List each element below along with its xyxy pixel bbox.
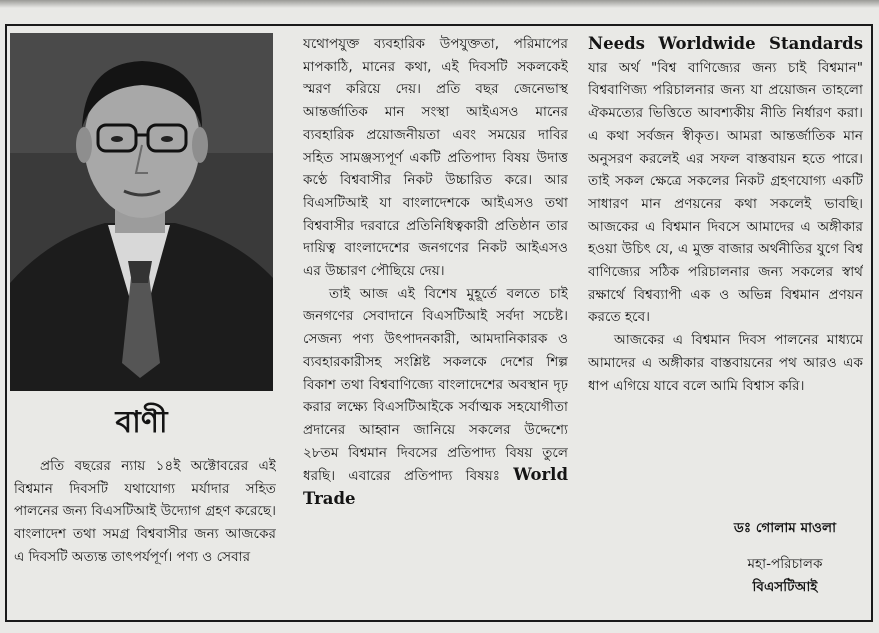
column-1	[14, 455, 276, 615]
heading-bani: বাণী	[115, 405, 168, 440]
signature-title: মহা-পরিচালক	[747, 556, 823, 572]
column-2	[303, 33, 568, 615]
column-3	[588, 33, 863, 513]
column-3-paragraph-2: আজকের এ বিশ্বমান দিবস পালনের মাধ্যমে আমাদের এ অঙ্গীকার বাস্তবায়নের পথ আরও এক ধাপ এগিয়ে যাবে বলে আমি বিশ্বাস করি।	[588, 332, 863, 394]
page-top-edge	[0, 0, 879, 8]
signature-name: ডঃ গোলাম মাওলা	[733, 520, 837, 536]
column-3-paragraph-1-text: যার অর্থ "বিশ্ব বাণিজ্যের জন্য চাই বিশ্বমান" বিশ্ববাণিজ্য পরিচালনার জন্য যা প্রয়োজন তাহলো ঐকমত্যের ভিত্তিতে আবশ্যকীয় নীতি নির্ধারণ করা। এ কথা সর্বজন স্বীকৃত। আমরা আন্তর্জাতিক মান অনুসরণ করলেই এর সফল বাস্তবায়ন হতে পারে। তাই সকল ক্ষেত্রে সকলের নিকট গ্রহণযোগ্য একটি সাধারণ মান প্রণয়নের কথা সকলেই ভাবছি। আজকের এ বিশ্বমান দিবসে আমাদের এ অঙ্গীকার হওয়া উচিৎ যে, এ মুক্ত বাজার অর্থনীতির যুগে বিশ্ব বাণিজ্যের সঠিক পরিচালনার জন্য সকলের স্বার্থ রক্ষার্থে বিশ্বব্যাপী এক ও অভিন্ন বিশ্বমান প্রণয়ন করতে হবে।	[588, 59, 863, 326]
column-1-paragraph: প্রতি বছরের ন্যায় ১৪ই অক্টোবরের এই বিশ্বমান দিবসটি যথাযোগ্য মর্যাদার সহিত পালনের জন্য বিএসটিআই উদ্যোগ গ্রহণ করেছে। বাংলাদেশ তথা সমগ্র বিশ্ববাসীর জন্য আজকের এ দিবসটি অত্যন্ত তাৎপর্যপূর্ণ। পণ্য ও সেবার	[14, 458, 276, 565]
theme-text-part-2: Needs Worldwide Standards	[588, 34, 863, 53]
theme-text-part-1: World Trade	[303, 465, 568, 509]
signature-org: বিএসটিআই	[752, 579, 818, 595]
column-2-paragraph-2	[303, 283, 568, 512]
column-3-paragraph-1	[588, 33, 863, 329]
column-2-paragraph-2-text: তাই আজ এই বিশেষ মুহূর্তে বলতে চাই জনগণের সেবাদানে বিএসটিআই সর্বদা সচেষ্ট। সেজন্য পণ্য উৎপাদনকারী, আমদানিকারক ও ব্যবহারকারীসহ সংশ্লিষ্ট সকলকে দেশের শিল্প বিকাশ তথা বিশ্ববাণিজ্যে বাংলাদেশের অবস্থান দৃঢ় করার লক্ষ্যে বিএসটিআইকে সর্বাত্মক সহযোগীতা প্রদানের আহ্বান জানিয়ে সকলের উদ্দেশ্যে ২৮তম বিশ্বমান দিবসের প্রতিপাদ্য বিষয় তুলে ধরছি। এবারের প্রতিপাদ্য বিষয়ঃ	[303, 285, 568, 485]
column-2-paragraph-1: যথোপযুক্ত ব্যবহারিক উপযুক্ততা, পরিমাপের মাপকাঠি, মানের কথা, এই দিবসটি সকলকেই স্মরণ করিয়ে দেয়। প্রতি বছর জেনেভাস্থ আন্তর্জাতিক মান সংস্থা আইএসও মানের ব্যবহারিক প্রয়োজনীয়তা এবং সময়ের দাবির সহিত সামঞ্জস্যপূর্ণ একটি প্রতিপাদ্য বিষয় উদাত্ত কণ্ঠে বিশ্ববাসীর নিকট উচ্চারিত করে। আর বিএসটিআই যা বাংলাদেশকে আইএসও তথা বিশ্ববাসীর দরবারে প্রতিনিধিত্বকারী প্রতিষ্ঠান তার দায়িত্ব বাংলাদেশের জনগণের নিকট আইএসও এর উচ্চারণ পৌছিয়ে দেয়।	[303, 36, 568, 280]
portrait-photo	[10, 33, 273, 391]
